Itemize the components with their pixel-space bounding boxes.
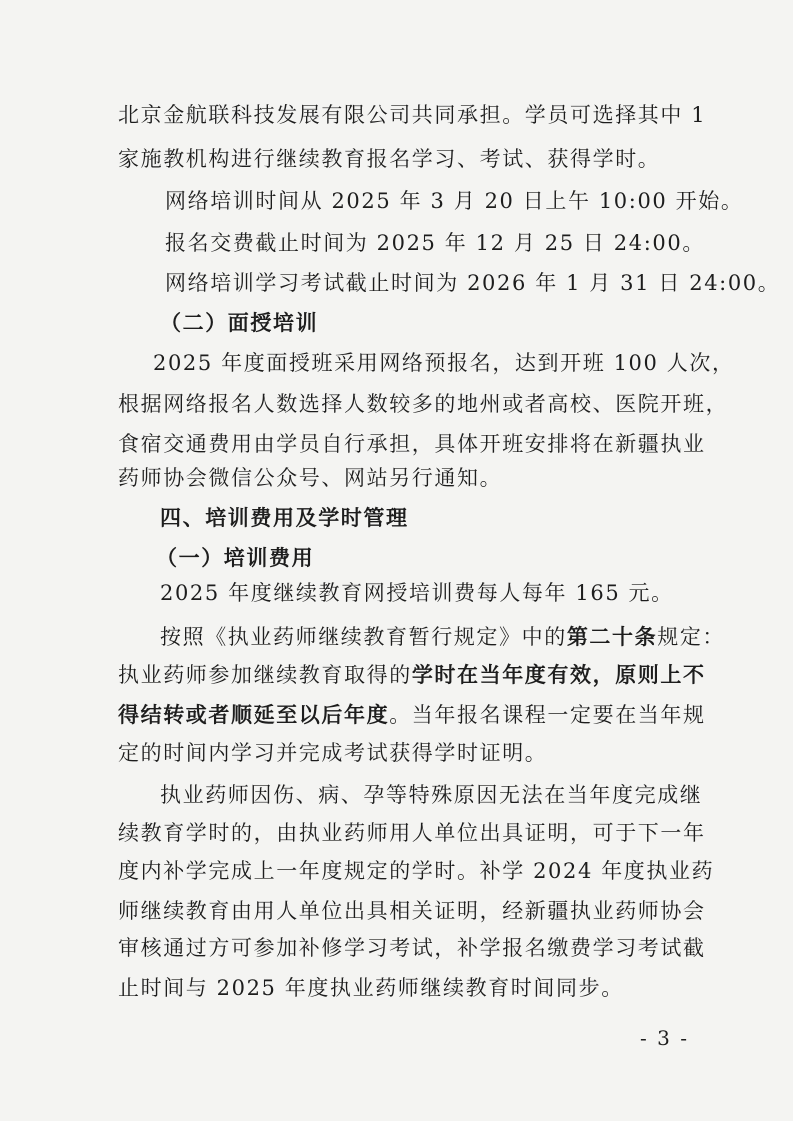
text-line-8: 根据网络报名人数选择人数较多的地州或者高校、医院开班， <box>118 392 729 416</box>
registration-note: 。当年报名课程一定要在当年规 <box>389 703 706 727</box>
no-carryover-emphasis: 得结转或者顺延至以后年度 <box>118 702 390 727</box>
text-line-3: 网络培训时间从 2025 年 3 月 20 日上午 10:00 开始。 <box>165 189 744 213</box>
page-number: - 3 - <box>640 1026 689 1050</box>
text-line-22: 审核通过方可参加补修学习考试，补学报名缴费学习考试截 <box>118 936 706 960</box>
text-line-16 <box>118 702 706 728</box>
text-line-17: 定的时间内学习并完成考试获得学时证明。 <box>118 741 548 765</box>
text-line-13: 2025 年度继续教育网授培训费每人每年 165 元。 <box>160 581 674 605</box>
section-heading-fees: 四、培训费用及学时管理 <box>160 505 409 530</box>
text-line-2: 家施教机构进行继续教育报名学习、考试、获得学时。 <box>118 147 661 171</box>
regulation-text-end: 规定： <box>657 625 726 649</box>
regulation-text: 按照《执业药师继续教育暂行规定》中的 <box>160 625 567 649</box>
text-line-9: 食宿交通费用由学员自行承担，具体开班安排将在新疆执业 <box>118 432 706 456</box>
credit-validity-emphasis: 学时在当年度有效，原则上不 <box>411 662 706 687</box>
text-line-7: 2025 年度面授班采用网络预报名，达到开班 100 人次， <box>153 351 735 375</box>
text-line-21: 师继续教育由用人单位出具相关证明，经新疆执业药师协会 <box>118 899 706 923</box>
text-line-1: 北京金航联科技发展有限公司共同承担。学员可选择其中 1 <box>118 103 707 127</box>
article-20-emphasis: 第二十条 <box>566 624 658 649</box>
credit-text: 执业药师参加继续教育取得的 <box>118 663 412 687</box>
subsection-heading-training-fees: （一）培训费用 <box>156 545 315 570</box>
text-line-18: 执业药师因伤、病、孕等特殊原因无法在当年度完成继 <box>160 783 703 807</box>
text-line-15 <box>118 662 706 688</box>
text-line-23: 止时间与 2025 年度执业药师继续教育时间同步。 <box>118 976 624 1000</box>
section-heading-face-training: （二）面授培训 <box>160 310 319 335</box>
text-line-5: 网络培训学习考试截止时间为 2026 年 1 月 31 日 24:00。 <box>165 271 781 295</box>
text-line-14 <box>160 624 725 650</box>
text-line-4: 报名交费截止时间为 2025 年 12 月 25 日 24:00。 <box>165 231 705 255</box>
text-line-20: 度内补学完成上一年度规定的学时。补学 2024 年度执业药 <box>118 859 715 883</box>
text-line-19: 续教育学时的，由执业药师用人单位出具证明，可于下一年 <box>118 821 706 845</box>
text-line-10: 药师协会微信公众号、网站另行通知。 <box>118 466 503 490</box>
